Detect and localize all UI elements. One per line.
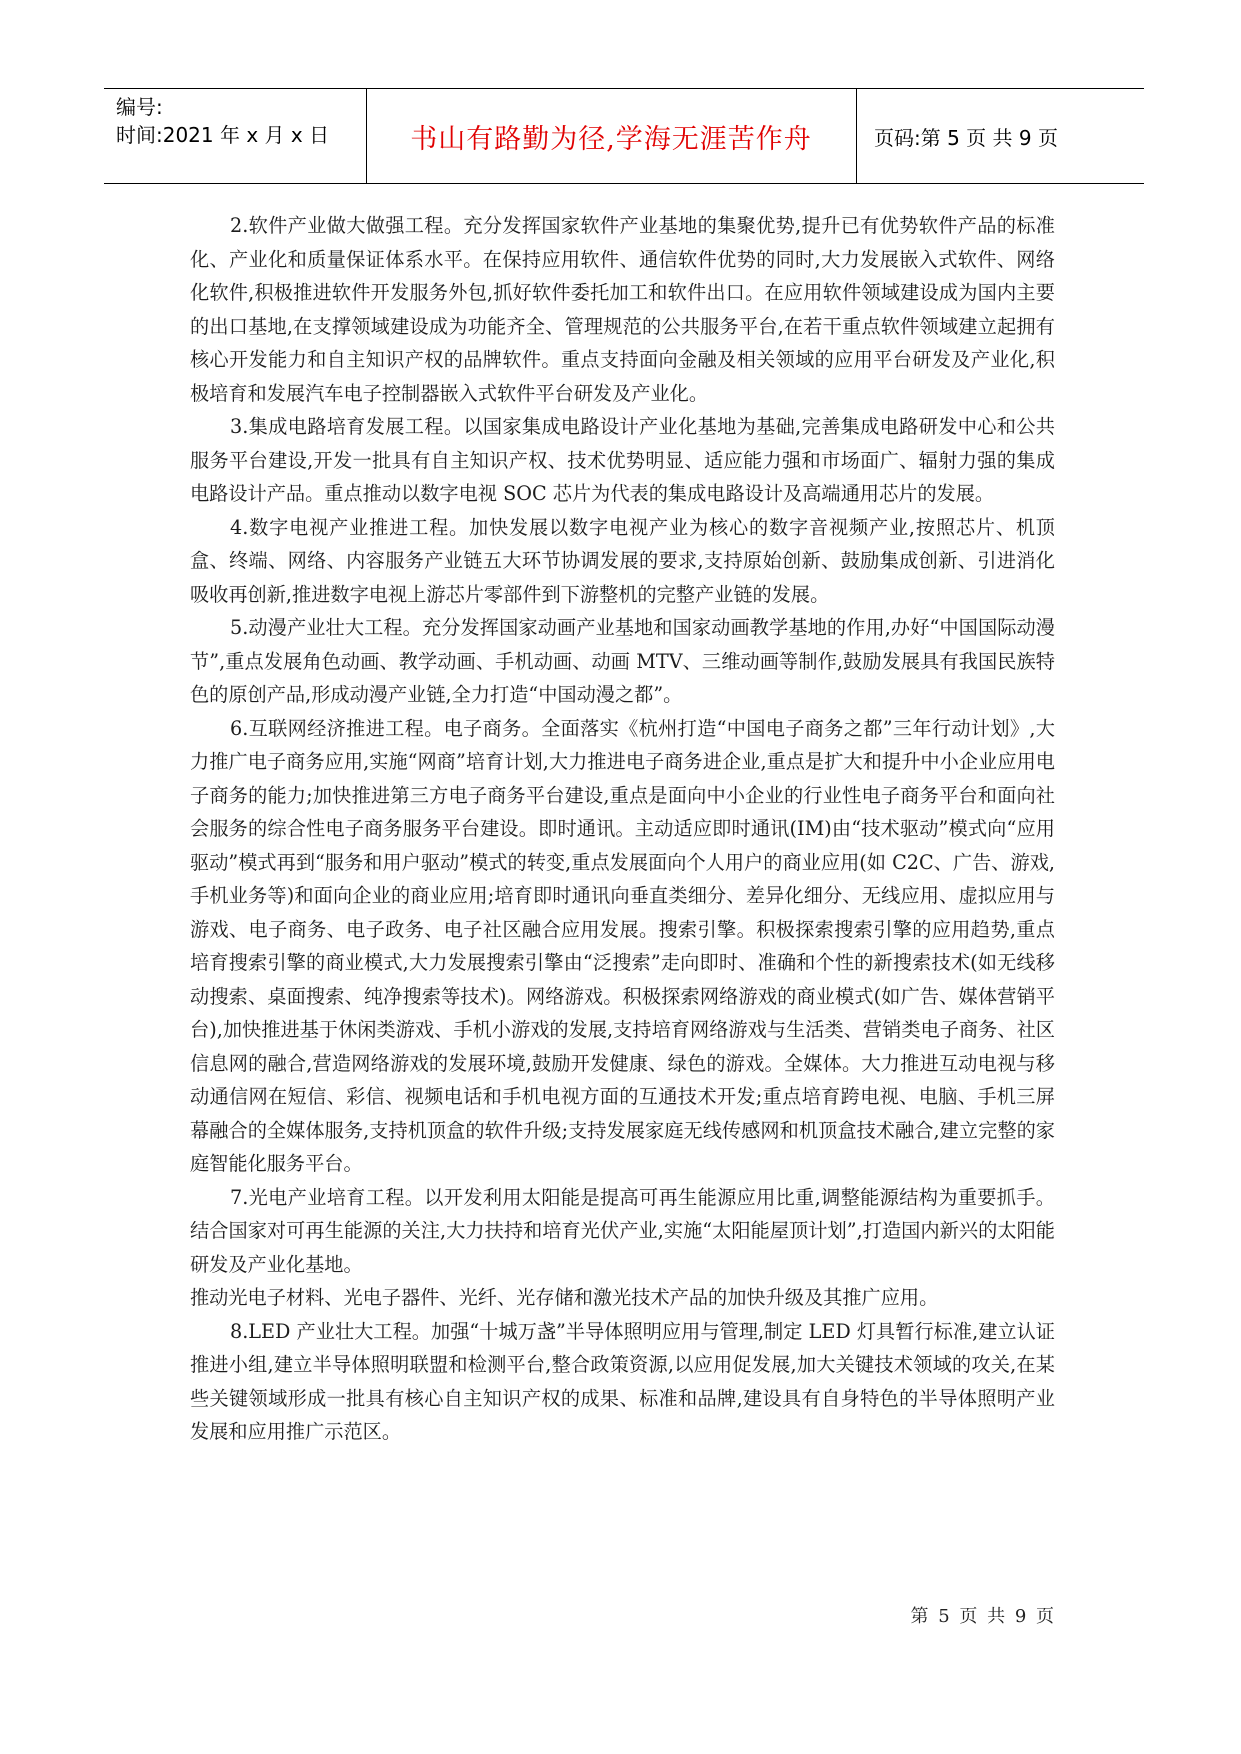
paragraph-optoelectronics: 7.光电产业培育工程。以开发利用太阳能是提高可再生能源应用比重,调整能源结构为重要抓手。结合国家对可再生能源的关注,大力扶持和培育光伏产业,实施“太阳能屋顶计划”,打造国内新兴的太阳能研发及产业化基地。	[190, 1185, 1055, 1276]
paragraph-animation: 5.动漫产业壮大工程。充分发挥国家动画产业基地和国家动画教学基地的作用,办好“中国国际动漫节”,重点发展角色动画、教学动画、手机动画、动画 MTV、三维动画等制作,鼓励发展具有我国民族特色的原创产品,形成动漫产业链,全力打造“中国动漫之都”。	[190, 616, 1055, 706]
paragraph-led: 8.LED 产业壮大工程。加强“十城万盏”半导体照明应用与管理,制定 LED 灯具暂行标准,建立认证推进小组,建立半导体照明联盟和检测平台,整合政策资源,以应用促发展,加大关键技术领域的攻关,在某些关键领域形成一批具有核心自主知识产权的成果、标准和品牌,建设具有自身特色的半导体照明产业发展和应用推广示范区。	[190, 1319, 1055, 1443]
header-motto: 书山有路勤为径,学海无涯苦作舟	[410, 123, 812, 155]
page-footer: 第 5 页 共 9 页	[910, 1606, 1056, 1627]
paragraph-software: 2.软件产业做大做强工程。充分发挥国家软件产业基地的集聚优势,提升已有优势软件产品的标准化、产业化和质量保证体系水平。在保持应用软件、通信软件优势的同时,大力发展嵌入式软件、网络化软件,积极推进软件开发服务外包,抓好软件委托加工和软件出口。在应用软件领域建设成为国内主要的出口基地,在支撑领域建设成为功能齐全、管理规范的公共服务平台,在若干重点软件领域建立起拥有核心开发能力和自主知识产权的品牌软件。重点支持面向金融及相关领域的应用平台研发及产业化,积极培育和发展汽车电子控制器嵌入式软件平台研发及产业化。	[190, 214, 1055, 405]
paragraph-digital-tv: 4.数字电视产业推进工程。加快发展以数字电视产业为核心的数字音视频产业,按照芯片、机顶盒、终端、网络、内容服务产业链五大环节协调发展的要求,支持原始创新、鼓励集成创新、引进消化吸收再创新,推进数字电视上游芯片零部件到下游整机的完整产业链的发展。	[190, 515, 1055, 606]
document-number-label: 编号:	[116, 95, 163, 119]
paragraph-optoelectronics-continued: 推动光电子材料、光电子器件、光纤、光存储和激光技术产品的加快升级及其推广应用。	[190, 1286, 939, 1309]
header-divider-right	[856, 89, 857, 183]
document-time-label: 时间:2021 年 x 月 x 日	[116, 123, 330, 147]
paragraph-internet-economy: 6.互联网经济推进工程。电子商务。全面落实《杭州打造“中国电子商务之都”三年行动计划》,大力推广电子商务应用,实施“网商”培育计划,大力推进电子商务进企业,重点是扩大和提升中小企业应用电子商务的能力;加快推进第三方电子商务平台建设,重点是面向中小企业的行业性电子商务平台和面向社会服务的综合性电子商务服务平台建设。即时通讯。主动适应即时通讯(IM)由“技术驱动”模式向“应用驱动”模式再到“服务和用户驱动”模式的转变,重点发展面向个人用户的商业应用(如 C2C、广告、游戏,手机业务等)和面向企业的商业应用;培育即时通讯向垂直类细分、差异化细分、无线应用、虚拟应用与游戏、电子商务、电子政务、电子社区融合应用发展。搜索引擎。积极探索搜索引擎的应用趋势,重点培育搜索引擎的商业模式,大力发展搜索引擎由“泛搜索”走向即时、准确和个性的新搜索技术(如无线移动搜索、桌面搜索、纯净搜索等技术)。网络游戏。积极探索网络游戏的商业模式(如广告、媒体营销平台),加快推进基于休闲类游戏、手机小游戏的发展,支持培育网络游戏与生活类、营销类电子商务、社区信息网的融合,营造网络游戏的发展环境,鼓励开发健康、绿色的游戏。全媒体。大力推进互动电视与移动通信网在短信、彩信、视频电话和手机电视方面的互通技术开发;重点培育跨电视、电脑、手机三屏幕融合的全媒体服务,支持机顶盒的软件升级;支持发展家庭无线传感网和机顶盒技术融合,建立完整的家庭智能化服务平台。	[190, 716, 1055, 1175]
document-body	[190, 209, 1055, 1449]
header-meta	[116, 93, 356, 149]
document-header	[104, 88, 1144, 184]
header-divider-left	[366, 89, 367, 183]
header-page-number: 页码:第 5 页 共 9 页	[874, 125, 1058, 150]
paragraph-integrated-circuit: 3.集成电路培育发展工程。以国家集成电路设计产业化基地为基础,完善集成电路研发中心和公共服务平台建设,开发一批具有自主知识产权、技术优势明显、适应能力强和市场面广、辐射力强的集成电路设计产品。重点推动以数字电视 SOC 芯片为代表的集成电路设计及高端通用芯片的发展。	[190, 415, 1055, 505]
